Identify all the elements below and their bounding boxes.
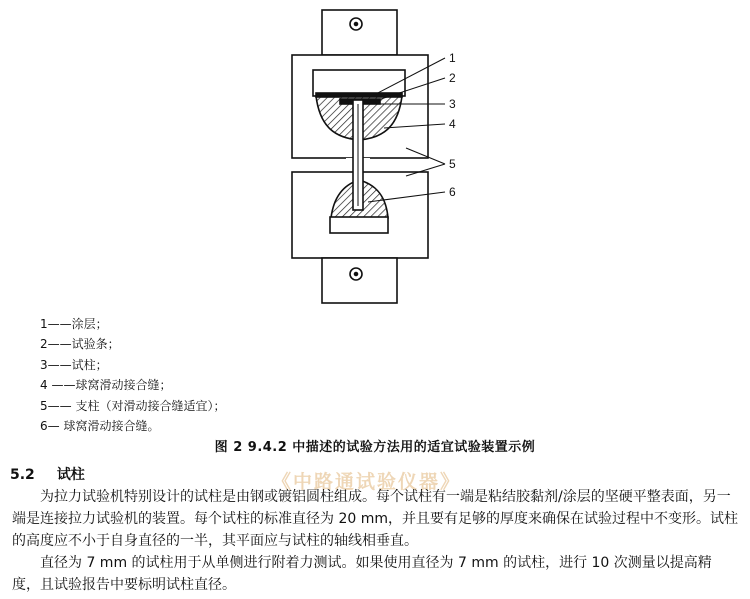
figure-caption: 图 2 9.4.2 中描述的试验方法用的适宜试验装置示例 [214,440,536,455]
legend-item-5: 5—— 支柱（对滑动接合缝适宜）； [40,399,226,413]
watermark: 《中路通试验仪器》 [272,471,462,493]
legend-item-2: 2——试验条； [40,337,120,351]
paragraph-1: 为拉力试验机特别设计的试柱是由钢或镀铝圆柱组成。每个试柱有一端是粘结胶黏剂/涂层的坚硬平整表面，另一端是连接拉力试验机的装置。每个试柱的标准直径为 20 mm，并且要有足够的厚度来确保在试验过程中不变形。试柱的高度应不小于自身直径的一半，其平面应与试柱的轴线相垂直。 [12,489,738,549]
section-heading [10,464,85,484]
top-clamp-plate [322,10,397,55]
callout-5: 5 [449,157,456,171]
callout-1: 1 [449,51,456,65]
legend-item-4: 4 ——球窝滑动接合缝； [40,378,172,392]
callout-6: 6 [449,185,456,199]
bottom-clamp-plate [322,258,397,303]
section-title: 试柱 [56,467,85,483]
callout-4: 4 [449,117,456,131]
paragraph-2: 直径为 7 mm 的试柱用于从单侧进行附着力测试。如果使用直径为 7 mm 的试柱，进行 10 次测量以提高精度，且试验报告中要标明试柱直径。 [12,555,712,593]
callout-2: 2 [449,71,456,85]
section-number: 5.2 [10,467,35,483]
callout-3: 3 [449,97,456,111]
legend-item-1: 1——涂层； [40,317,108,331]
legend-item-3: 3——试柱； [40,358,108,372]
legend-item-6: 6— 球窝滑动接合缝。 [40,419,160,433]
